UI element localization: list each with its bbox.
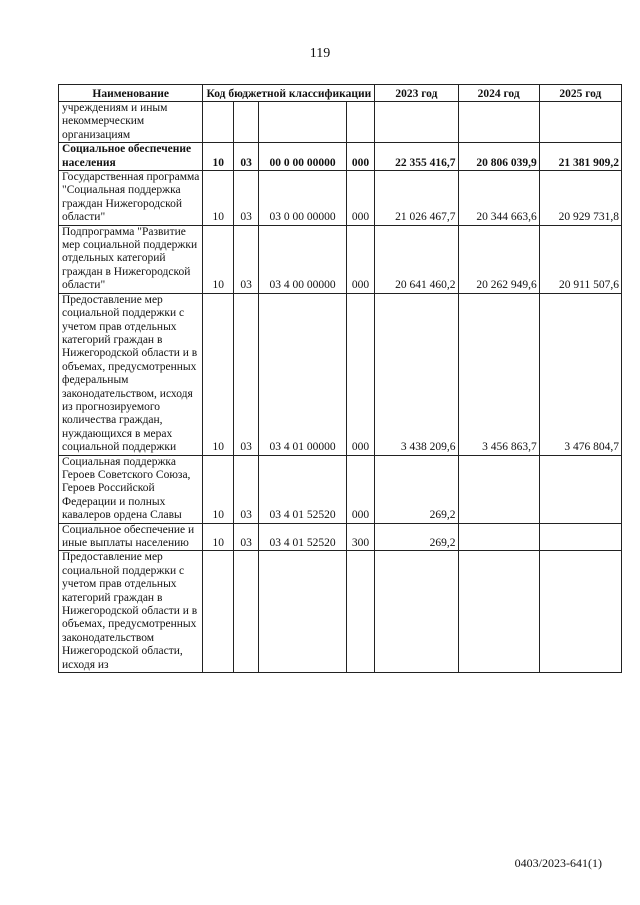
row-value-2024 (458, 455, 539, 523)
row-subsection (233, 102, 258, 143)
header-2023: 2023 год (375, 85, 458, 102)
row-target-code: 03 0 00 00000 (259, 171, 347, 226)
row-target-code: 03 4 01 00000 (259, 293, 347, 455)
row-value-2025: 20 929 731,8 (539, 171, 621, 226)
row-value-2024: 20 806 039,9 (458, 143, 539, 171)
row-target-code: 03 4 01 52520 (259, 455, 347, 523)
row-expense-type (346, 551, 374, 673)
table-row (59, 143, 622, 171)
row-subsection: 03 (233, 455, 258, 523)
table-row (59, 293, 622, 455)
row-expense-type: 300 (346, 523, 374, 551)
row-expense-type: 000 (346, 225, 374, 293)
row-expense-type: 000 (346, 293, 374, 455)
row-target-code (259, 551, 347, 673)
row-section: 10 (203, 171, 234, 226)
row-value-2024 (458, 523, 539, 551)
row-value-2023: 269,2 (375, 523, 458, 551)
row-target-code: 03 4 01 52520 (259, 523, 347, 551)
row-value-2024: 20 344 663,6 (458, 171, 539, 226)
table-row (59, 523, 622, 551)
row-name: Социальное обеспечение и иные выплаты населению (59, 523, 203, 551)
budget-table (58, 84, 622, 673)
row-section: 10 (203, 523, 234, 551)
table-row (59, 551, 622, 673)
row-value-2023: 269,2 (375, 455, 458, 523)
row-expense-type: 000 (346, 455, 374, 523)
row-value-2023: 21 026 467,7 (375, 171, 458, 226)
table-header-row (59, 85, 622, 102)
row-name: Предоставление мер социальной поддержки с учетом прав отдельных категорий граждан в Нижегородской области и в объемах, предусмотренных федеральным законодательством, исходя из прогнозируемого количества граждан, нуждающихся в мерах социальной поддержки (59, 293, 203, 455)
row-target-code: 03 4 00 00000 (259, 225, 347, 293)
header-name: Наименование (59, 85, 203, 102)
row-value-2025: 3 476 804,7 (539, 293, 621, 455)
row-section (203, 551, 234, 673)
row-section (203, 102, 234, 143)
row-subsection: 03 (233, 225, 258, 293)
row-value-2025: 21 381 909,2 (539, 143, 621, 171)
row-value-2025 (539, 102, 621, 143)
page-number: 119 (309, 46, 331, 61)
row-expense-type: 000 (346, 171, 374, 226)
row-value-2025 (539, 455, 621, 523)
row-section: 10 (203, 293, 234, 455)
row-value-2023: 22 355 416,7 (375, 143, 458, 171)
row-value-2023 (375, 551, 458, 673)
row-section: 10 (203, 455, 234, 523)
table-row (59, 455, 622, 523)
row-name: Социальное обеспечение населения (59, 143, 203, 171)
row-value-2025 (539, 551, 621, 673)
document-code: 0403/2023-641(1) (514, 856, 602, 870)
header-2024: 2024 год (458, 85, 539, 102)
row-value-2024 (458, 551, 539, 673)
header-code: Код бюджетной классификации (203, 85, 375, 102)
table-row (59, 225, 622, 293)
row-subsection: 03 (233, 171, 258, 226)
row-value-2023: 3 438 209,6 (375, 293, 458, 455)
row-subsection (233, 551, 258, 673)
row-subsection: 03 (233, 523, 258, 551)
row-value-2023 (375, 102, 458, 143)
row-name: Предоставление мер социальной поддержки с учетом прав отдельных категорий граждан в Нижегородской области и в объемах, предусмотренных законодательством Нижегородской области, исходя из (59, 551, 203, 673)
row-target-code: 00 0 00 00000 (259, 143, 347, 171)
header-2025: 2025 год (539, 85, 621, 102)
row-expense-type: 000 (346, 143, 374, 171)
row-value-2025: 20 911 507,6 (539, 225, 621, 293)
row-name: учреждениям и иным некоммерческим организациям (59, 102, 203, 143)
table-row (59, 171, 622, 226)
row-section: 10 (203, 225, 234, 293)
row-section: 10 (203, 143, 234, 171)
row-subsection: 03 (233, 293, 258, 455)
table-row (59, 102, 622, 143)
row-value-2024 (458, 102, 539, 143)
row-name: Государственная программа "Социальная поддержка граждан Нижегородской области" (59, 171, 203, 226)
row-value-2024: 20 262 949,6 (458, 225, 539, 293)
row-value-2024: 3 456 863,7 (458, 293, 539, 455)
row-value-2025 (539, 523, 621, 551)
row-name: Социальная поддержка Героев Советского Союза, Героев Российской Федерации и полных кавалеров ордена Славы (59, 455, 203, 523)
row-target-code (259, 102, 347, 143)
row-expense-type (346, 102, 374, 143)
row-subsection: 03 (233, 143, 258, 171)
row-value-2023: 20 641 460,2 (375, 225, 458, 293)
row-name: Подпрограмма "Развитие мер социальной поддержки отдельных категорий граждан в Нижегородской области" (59, 225, 203, 293)
